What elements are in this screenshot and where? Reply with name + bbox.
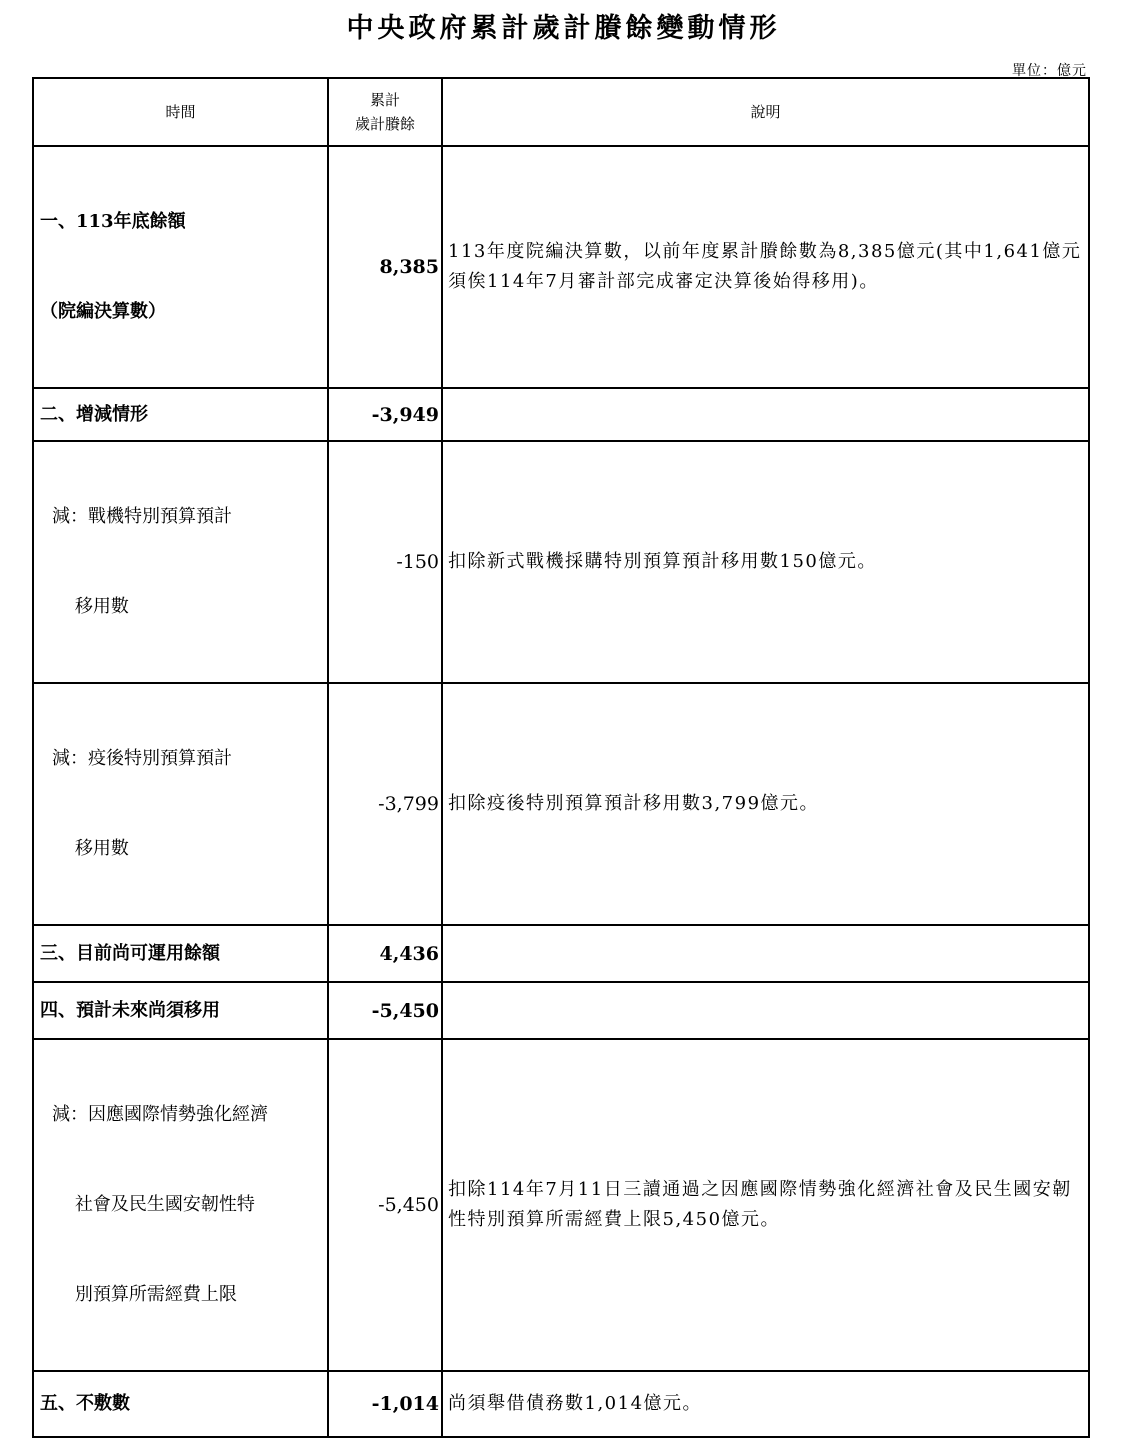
header-time: 時間	[33, 78, 328, 146]
item-line: （院編決算數）	[40, 301, 166, 322]
row-description: 113年度院編決算數，以前年度累計賸餘數為8,385億元(其中1,641億元須俟114年7月審計部完成審定決算後始得移用)。	[442, 146, 1089, 388]
page-title: 中央政府累計歲計賸餘變動情形	[346, 13, 781, 44]
row-amount: 8,385	[328, 146, 442, 388]
header-amount-line2: 歲計賸餘	[354, 115, 415, 133]
table-row	[33, 925, 1089, 982]
row-amount: 4,436	[328, 925, 442, 982]
item-line: 移用數	[52, 838, 129, 859]
item-line: 社會及民生國安韌性特	[52, 1194, 255, 1215]
row-item: 三、目前尚可運用餘額	[33, 925, 328, 982]
table-row	[33, 1371, 1089, 1437]
row-item	[33, 146, 328, 388]
row-item	[33, 1039, 328, 1371]
row-description	[442, 982, 1089, 1039]
row-description: 扣除114年7月11日三讀通過之因應國際情勢強化經濟社會及民生國安韌性特別預算所需經費上限5,450億元。	[442, 1039, 1089, 1371]
row-description: 扣除新式戰機採購特別預算預計移用數150億元。	[442, 441, 1089, 683]
item-line: 減：疫後特別預算預計	[52, 748, 232, 769]
header-amount	[328, 78, 442, 146]
row-amount: -5,450	[328, 982, 442, 1039]
surplus-table	[32, 77, 1090, 1438]
row-amount: -3,799	[328, 683, 442, 925]
item-line: 減：戰機特別預算預計	[52, 506, 232, 527]
row-amount: -150	[328, 441, 442, 683]
row-item: 四、預計未來尚須移用	[33, 982, 328, 1039]
table-row	[33, 1039, 1089, 1371]
row-amount: -3,949	[328, 388, 442, 441]
row-item	[33, 683, 328, 925]
row-amount: -5,450	[328, 1039, 442, 1371]
item-line: 別預算所需經費上限	[52, 1284, 237, 1305]
table-row	[33, 388, 1089, 441]
item-line: 減：因應國際情勢強化經濟	[52, 1104, 268, 1125]
table-row	[33, 683, 1089, 925]
row-description: 尚須舉借債務數1,014億元。	[442, 1371, 1089, 1437]
table-row	[33, 441, 1089, 683]
row-description	[442, 388, 1089, 441]
row-item	[33, 441, 328, 683]
row-item: 二、增減情形	[33, 388, 328, 441]
item-line: 移用數	[52, 596, 129, 617]
row-item: 五、不敷數	[33, 1371, 328, 1437]
row-description	[442, 925, 1089, 982]
unit-label: 單位：億元	[1012, 63, 1087, 79]
table-header-row	[33, 78, 1089, 146]
table-row	[33, 146, 1089, 388]
table-row	[33, 982, 1089, 1039]
row-description: 扣除疫後特別預算預計移用數3,799億元。	[442, 683, 1089, 925]
item-line: 一、113年底餘額	[40, 211, 186, 232]
header-description: 說明	[442, 78, 1089, 146]
header-amount-line1: 累計	[369, 91, 400, 109]
row-amount: -1,014	[328, 1371, 442, 1437]
